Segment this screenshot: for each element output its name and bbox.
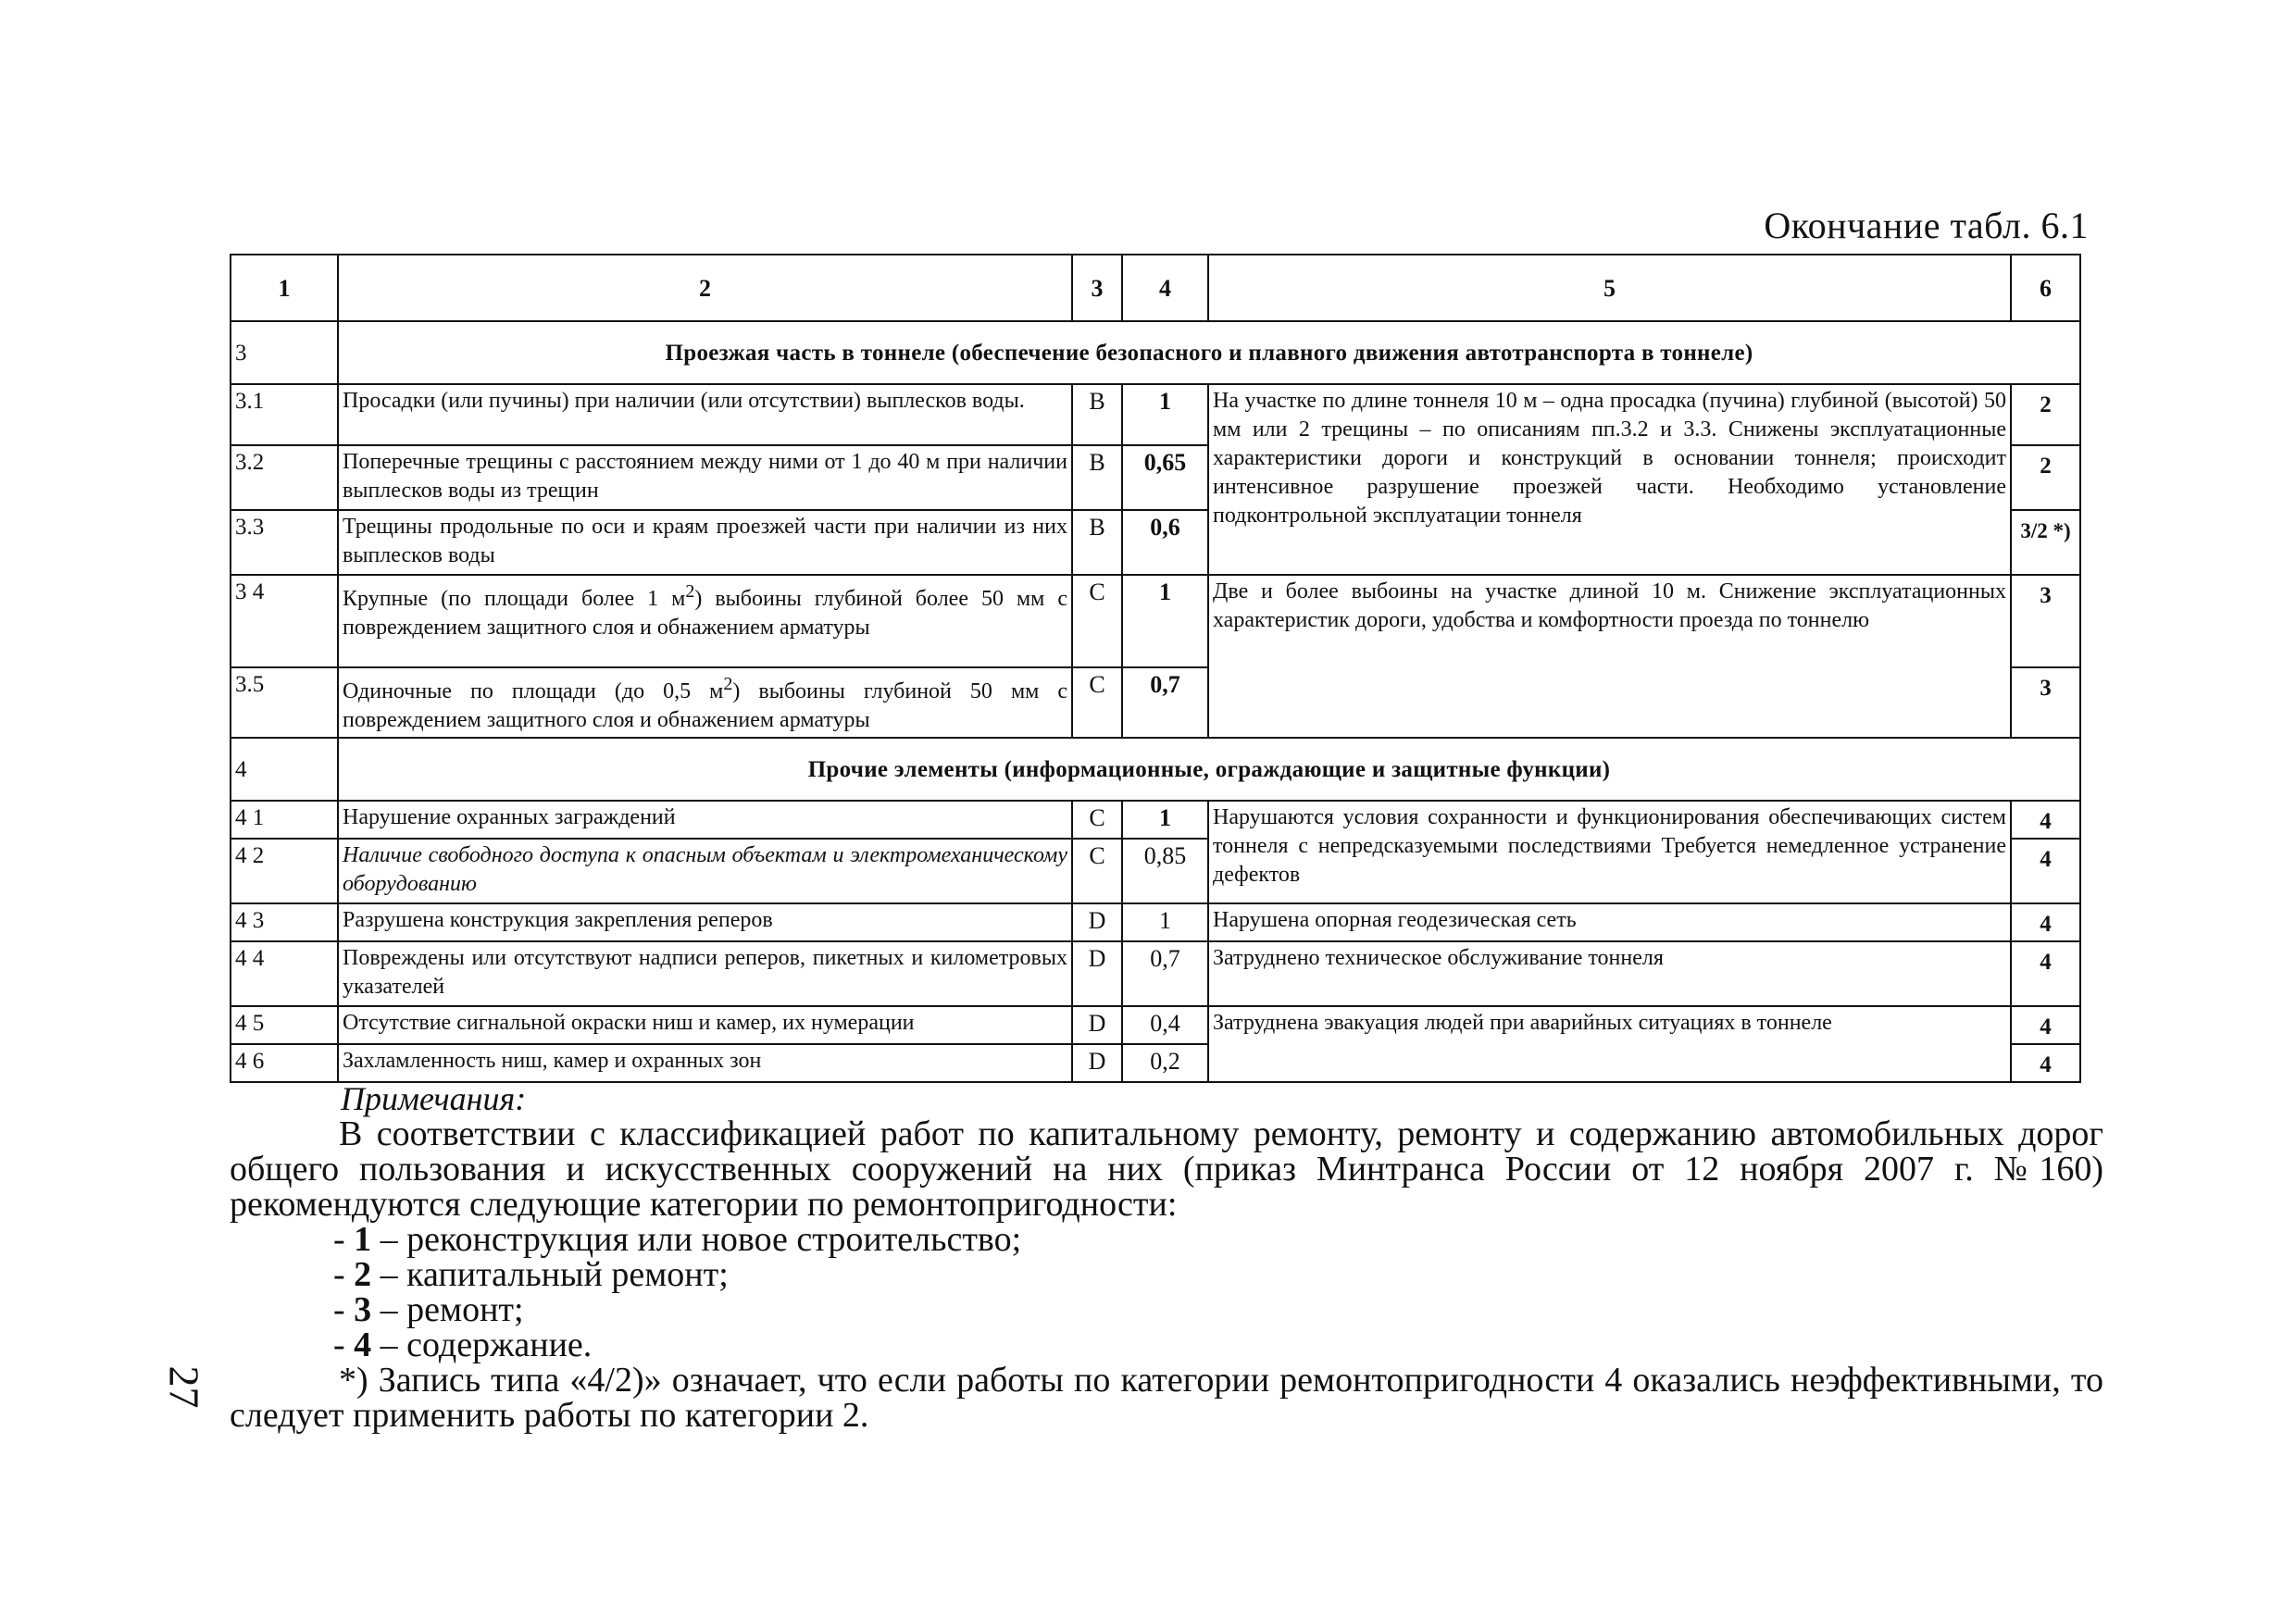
- defect-description: Нарушение охранных заграждений: [338, 801, 1072, 839]
- section-number: 4: [231, 738, 338, 801]
- description-part: ) выбоины глубиной более 50 мм с повреждением защитного слоя и обнажением арматуры: [343, 587, 1067, 640]
- list-text: – реконструкция или новое строительство;: [371, 1220, 1022, 1259]
- notes-intro: В соответствии с классификацией работ по капитальному ремонту, ремонту и содержанию автомобильных дорог общего пользования и искусственных сооружений на них (приказ Минтранса России от 12 ноября 2007 г. №160) рекомендуются следующие категории по ремонтопригодности:: [230, 1114, 2103, 1224]
- header-cell: 1: [231, 255, 338, 321]
- coefficient: 1: [1122, 903, 1208, 941]
- list-dash: -: [333, 1290, 355, 1329]
- defect-description: Повреждены или отсутствуют надписи реперов, пикетных и километровых указателей: [338, 941, 1072, 1006]
- table-row: [231, 575, 2080, 667]
- description-part: Крупные (по площади более 1 м: [343, 587, 686, 611]
- defect-description: Разрушена конструкция закрепления реперов: [338, 903, 1072, 941]
- coefficient: 0,4: [1122, 1006, 1208, 1044]
- coefficient: 1: [1122, 801, 1208, 839]
- repair-category: 3: [2011, 575, 2080, 667]
- repair-category: 4: [2011, 839, 2080, 903]
- header-cell: 3: [1072, 255, 1122, 321]
- row-number: 4 5: [231, 1006, 338, 1044]
- row-number: 4 6: [231, 1044, 338, 1082]
- coefficient: 1: [1122, 384, 1208, 445]
- list-dash: -: [333, 1255, 355, 1294]
- list-number: 3: [354, 1290, 372, 1329]
- description-part: ) выбоины глубиной 50 мм с повреждением защитного слоя и обнажением арматуры: [343, 679, 1067, 732]
- coefficient: 0,7: [1122, 667, 1208, 738]
- defect-effect: Нарушаются условия сохранности и функционирования обеспечивающих систем тоннеля с непредсказуемыми последствиями Требуется немедленное устранение дефектов: [1208, 801, 2011, 903]
- defect-class: B: [1072, 510, 1122, 575]
- defect-class: C: [1072, 575, 1122, 667]
- list-item: [333, 1222, 2103, 1257]
- row-number: 3 4: [231, 575, 338, 667]
- repair-category: 2: [2011, 384, 2080, 445]
- section-title: Проезжая часть в тоннеле (обеспечение безопасного и плавного движения автотранспорта в тоннеле): [338, 321, 2080, 384]
- section-title: Прочие элементы (информационные, ограждающие и защитные функции): [338, 738, 2080, 801]
- defects-table: [230, 254, 2081, 1083]
- coefficient: 0,2: [1122, 1044, 1208, 1082]
- list-number: 2: [354, 1255, 372, 1294]
- defect-effect: Две и более выбоины на участке длиной 10 м. Снижение эксплуатационных характеристик дороги, удобства и комфортности проезда по тоннелю: [1208, 575, 2011, 738]
- list-text: – капитальный ремонт;: [371, 1255, 729, 1294]
- table-row: [231, 941, 2080, 1006]
- row-number: 3.2: [231, 445, 338, 510]
- coefficient: 0,65: [1122, 445, 1208, 510]
- defect-description: Поперечные трещины с расстоянием между ними от 1 до 40 м при наличии выплесков воды из трещин: [338, 445, 1072, 510]
- list-item: [333, 1327, 2103, 1363]
- defect-class: D: [1072, 1006, 1122, 1044]
- header-row: [231, 255, 2080, 321]
- repair-category: 4: [2011, 1044, 2080, 1082]
- defect-class: D: [1072, 1044, 1122, 1082]
- list-dash: -: [333, 1220, 355, 1259]
- superscript: 2: [685, 581, 695, 602]
- repair-category: 2: [2011, 445, 2080, 510]
- notes: [230, 1081, 2103, 1433]
- table-row: [231, 1006, 2080, 1044]
- list-item: [333, 1292, 2103, 1327]
- repair-category: 4: [2011, 941, 2080, 1006]
- repair-category: 4: [2011, 903, 2080, 941]
- notes-title: Примечания:: [341, 1080, 527, 1117]
- defect-description: Захламленность ниш, камер и охранных зон: [338, 1044, 1072, 1082]
- section-row: [231, 321, 2080, 384]
- defect-description: Просадки (или пучины) при наличии (или отсутствии) выплесков воды.: [338, 384, 1072, 445]
- defect-effect: Нарушена опорная геодезическая сеть: [1208, 903, 2011, 941]
- notes-footnote: *) Запись типа «4/2)» означает, что если работы по категории ремонтопригодности 4 оказались неэффективными, то следует применить работы по категории 2.: [230, 1361, 2103, 1435]
- defect-class: B: [1072, 384, 1122, 445]
- list-text: – ремонт;: [371, 1290, 524, 1329]
- list-number: 1: [354, 1220, 372, 1259]
- coefficient: 0,6: [1122, 510, 1208, 575]
- row-number: 4 4: [231, 941, 338, 1006]
- table-row: [231, 903, 2080, 941]
- table-row: [231, 801, 2080, 839]
- repair-category: 3: [2011, 667, 2080, 738]
- row-number: 4 2: [231, 839, 338, 903]
- repair-category: 3/2 *): [2011, 510, 2080, 575]
- row-number: 3.1: [231, 384, 338, 445]
- defect-description: Трещины продольные по оси и краям проезжей части при наличии из них выплесков воды: [338, 510, 1072, 575]
- defect-description: Наличие свободного доступа к опасным объектам и электромеханическому оборудованию: [338, 839, 1072, 903]
- header-cell: 6: [2011, 255, 2080, 321]
- section-row: [231, 738, 2080, 801]
- row-number: 4 3: [231, 903, 338, 941]
- list-text: – содержание.: [371, 1326, 593, 1364]
- coefficient: 0,7: [1122, 941, 1208, 1006]
- row-number: 3.5: [231, 667, 338, 738]
- table-caption: Окончание табл. 6.1: [1764, 205, 2089, 246]
- superscript: 2: [723, 674, 733, 694]
- table-row: [231, 384, 2080, 445]
- defect-class: C: [1072, 801, 1122, 839]
- list-number: 4: [354, 1326, 372, 1364]
- defect-class: B: [1072, 445, 1122, 510]
- row-number: 4 1: [231, 801, 338, 839]
- page-number: 27: [160, 1365, 208, 1409]
- row-number: 3.3: [231, 510, 338, 575]
- description-part: Одиночные по площади (до 0,5 м: [343, 679, 724, 703]
- defect-class: C: [1072, 839, 1122, 903]
- repair-category: 4: [2011, 1006, 2080, 1044]
- defect-class: C: [1072, 667, 1122, 738]
- header-cell: 4: [1122, 255, 1208, 321]
- defect-effect: На участке по длине тоннеля 10 м – одна просадка (пучина) глубиной (высотой) 50 мм или 2 трещины – по описаниям пп.3.2 и 3.3. Снижены эксплуатационные характеристики дороги и конструкций в основании тоннеля; происходит интенсивное разрушение проезжей части. Необходимо установление подконтрольной эксплуатации тоннеля: [1208, 384, 2011, 575]
- defect-effect: Затруднена эвакуация людей при аварийных ситуациях в тоннеле: [1208, 1006, 2011, 1082]
- list-item: [333, 1257, 2103, 1292]
- defect-description: [338, 575, 1072, 667]
- defect-class: D: [1072, 941, 1122, 1006]
- defect-description: Отсутствие сигнальной окраски ниш и камер, их нумерации: [338, 1006, 1072, 1044]
- defect-class: D: [1072, 903, 1122, 941]
- repair-category: 4: [2011, 801, 2080, 839]
- coefficient: 0,85: [1122, 839, 1208, 903]
- section-number: 3: [231, 321, 338, 384]
- list-dash: -: [333, 1326, 355, 1364]
- defect-description: [338, 667, 1072, 738]
- header-cell: 5: [1208, 255, 2011, 321]
- defect-effect: Затруднено техническое обслуживание тоннеля: [1208, 941, 2011, 1006]
- header-cell: 2: [338, 255, 1072, 321]
- coefficient: 1: [1122, 575, 1208, 667]
